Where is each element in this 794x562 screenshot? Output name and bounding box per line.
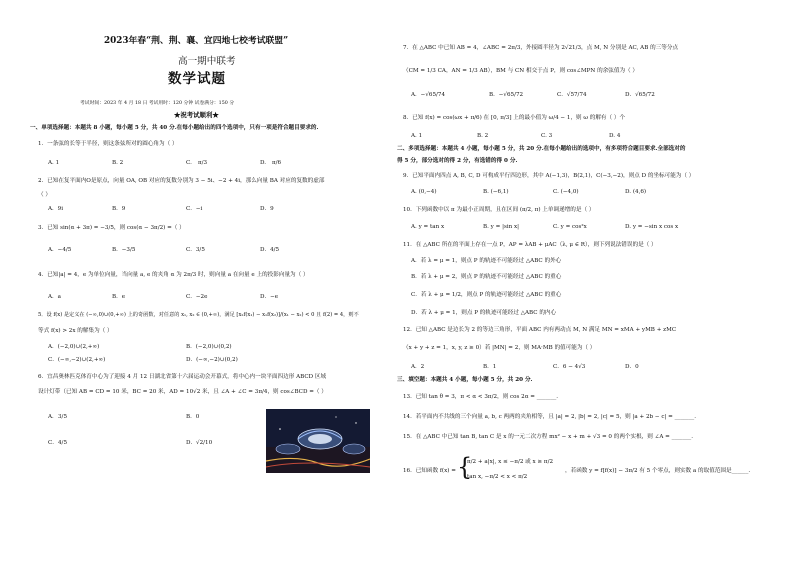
q16-stem-cont: ，若函数 y = f[f(x)] − 3π/2 有 5 个零点，则实数 a 的取值范围是______. [565, 468, 751, 474]
q13-stem: 13．已知 tan θ = 3，π < α < 3π/2，则 cos 2α = _______. [403, 394, 559, 400]
q7-option-d: D．√65/72 [625, 92, 655, 98]
q2-option-c: C．−i [186, 206, 203, 212]
q7-option-a: A．−√65/74 [411, 92, 446, 98]
q6-stem-cont: 设计灯带（已知 AB = CD = 10 米，BC = 20 米，AD = 10√2 米，且 ∠A + ∠C = 3π/4，则 cos∠BCD =（ ） [38, 389, 327, 395]
q7-option-b: B．−√65/72 [489, 92, 524, 98]
q11-option-d: D．若 λ + μ = 1，则点 P 的轨迹可能经过 △ABC 的内心 [411, 310, 557, 316]
q5-stem-cont: 等式 f(x) > 2x 的解集为（ ） [38, 328, 113, 334]
q5-option-d: D．(−∞,−2)∪(0,2) [186, 357, 238, 363]
q8-option-b: B. 2 [477, 133, 489, 139]
q16-brace: { [457, 453, 473, 481]
page-title: 数学试题 [168, 71, 226, 87]
q4-option-c: C．−2e [186, 294, 208, 300]
q9-option-c: C. (−4,0) [553, 189, 579, 195]
q3-option-b: B．−3/5 [112, 247, 136, 253]
q10-option-d: D. y = −sin x cos x [625, 224, 679, 230]
q12-option-d: D．0 [625, 364, 639, 370]
q6-option-a: A． [48, 414, 58, 420]
q12-option-a: A．2 [411, 364, 425, 370]
q7-option-c: C．√57/74 [557, 92, 587, 98]
q10-option-a: A. y = tan x [411, 224, 445, 230]
q2-stem-cont: （ ） [38, 192, 51, 198]
q1-option-d: D. [260, 160, 267, 166]
q1-stem: 1．一条弦的长等于半径，则这条弦所对的圆心角为（ ） [38, 141, 178, 147]
q7-stem: 7．在 △ABC 中已知 AB = 4，∠ABC = 2π/3，外接圆半径为 2√21/3，点 M, N 分别是 AC, AB 的三等分点 [403, 45, 679, 51]
section-1-heading: 一、单项选择题：本题共 8 小题，每小题 5 分，共 40 分.在每小题给出的四个选项中，只有一项是符合题目要求的. [30, 125, 319, 131]
q9-option-d: D. (4,6) [625, 189, 647, 195]
q10-option-b: B. y = |sin x| [483, 224, 520, 230]
exam-info: 考试时间：2023 年 4 月 18 日 考试用时：120 分钟 试卷满分：150 分 [80, 101, 235, 106]
q16-case-1: π/2 + a|x|, x ≤ −π/2 或 x ≥ π/2 [467, 459, 554, 465]
q3-option-d: D．4/5 [260, 247, 280, 253]
q2-option-a: A．9i [48, 206, 63, 212]
q5-option-c: C．(−∞,−2)∪(2,+∞) [48, 357, 106, 363]
q6-option-a-value: 3/5 [58, 414, 68, 420]
q5-option-a: A．(−2,0)∪(2,+∞) [48, 344, 100, 350]
q11-option-b: B．若 λ + μ = 2，则点 P 的轨迹不可能经过 △ABC 的重心 [411, 274, 562, 280]
q1-option-c: C. [186, 160, 192, 166]
q12-option-b: B．1 [483, 364, 497, 370]
q16-stem: 16．已知函数 f(x) = [403, 468, 456, 474]
q8-option-a: A. 1 [411, 133, 423, 139]
q9-stem: 9．已知平面内四点 A, B, C, D 可构成平行四边形，其中 A(−1,3)，B(2,1)，C(−3,−2)，则点 D 的坐标可能为（ ） [403, 173, 695, 179]
q10-option-c: C. y = cos²x [553, 224, 587, 230]
q1-option-d-value: π/6 [272, 160, 282, 166]
q1-option-a: A. 1 [48, 160, 60, 166]
q7-stem-cont: （CM = 1/3 CA，AN = 1/3 AB），BM 与 CN 相交于点 P，则 cos∠MPN 的余弦值为（ ） [403, 68, 639, 74]
q8-stem: 8．已知 f(x) = cos(ωx + π/6) 在 [0, π/3] 上的最小值为 ω/4 − 1，则 ω 的解有（ ）个 [403, 115, 626, 121]
stadium-photo [266, 409, 370, 473]
q6-option-d-value: √2/10 [196, 440, 213, 446]
right-column [397, 0, 794, 562]
q16-case-2: tan x, −π/2 < x < π/2 [467, 474, 528, 480]
q11-stem: 11．在 △ABC 所在的平面上存在一点 P，AP = λAB + μAC（λ, μ ∈ R），则下列说法错误的是（ ） [403, 242, 657, 248]
q9-option-b: B. (−6,1) [483, 189, 509, 195]
q4-option-a: A．a [48, 294, 61, 300]
exam-wish: ★祝考试顺利★ [174, 111, 219, 119]
q5-option-b: B．(−2,0)∪(0,2) [186, 344, 232, 350]
q4-stem: 4．已知|a| = 4，e 为单位向量，当向量 a, e 的夹角 α 为 2π/3 时，则向量 a 在向量 e 上的投影向量为（ ） [38, 272, 309, 278]
q2-option-b: B．9 [112, 206, 126, 212]
q10-stem: 10．下列函数中以 π 为最小正周期，且在区间 (π/2, π) 上单调递增的是（ ） [403, 207, 595, 213]
q14-stem: 14．若平面内不共线的三个向量 a, b, c 两两的夹角相等，且 |a| = 2, |b| = 2, |c| = 5，则 |a + 2b − c| = _______. [403, 414, 696, 420]
q12-option-c: C．6 − 4√3 [553, 364, 586, 370]
section-3-heading: 三、填空题：本题共 4 小题，每小题 5 分，共 20 分. [397, 377, 533, 383]
q6-option-c-value: 4/5 [58, 440, 68, 446]
q8-option-d: D. 4 [609, 133, 621, 139]
q9-option-a: A. (0,−4) [411, 189, 437, 195]
q3-option-a: A．−4/5 [48, 247, 72, 253]
q1-option-c-value: π/3 [198, 160, 208, 166]
q3-stem: 3．已知 sin(α + 3π) = −3/5，则 cos(α − 3π/2) =（ ） [38, 225, 185, 231]
q11-option-a: A．若 λ = μ = 1，则点 P 的轨迹不可能经过 △ABC 的外心 [411, 258, 562, 264]
q4-option-b: B．e [112, 294, 126, 300]
section-2-heading: 二、多项选择题：本题共 4 小题，每小题 5 分，共 20 分.在每小题给出的选项中，有多项符合题目要求.全部选对的 [397, 146, 686, 152]
q3-option-c: C．3/5 [186, 247, 205, 253]
q6-stem: 6．宜昌奥林匹克体育中心为了迎接 4 月 12 日湖北省第十六届运动会开幕式，将中心内一块平面四边形 ABCD 区域 [38, 374, 327, 380]
section-2-heading-cont: 得 5 分，部分选对的得 2 分，有选错的得 0 分. [397, 158, 518, 164]
stadium-illustration [266, 409, 370, 473]
q12-stem-cont: （x + y + z = 1，x, y, z ≥ 0）若 |MN| = 2，则 MA·MB 的值可能为（ ） [403, 345, 596, 351]
q6-option-d: D． [186, 440, 197, 446]
q6-option-c: C． [48, 440, 58, 446]
q2-option-d: D．9 [260, 206, 274, 212]
q8-option-c: C. 3 [541, 133, 553, 139]
alliance-title: 2023年春“荆、荆、襄、宜四地七校考试联盟” [104, 36, 289, 46]
exam-title: 高一期中联考 [178, 56, 236, 67]
q15-stem: 15．在 △ABC 中已知 tan B, tan C 是 x 的一元二次方程 mx² − x + m + √3 = 0 的两个实根，则 ∠A = _______. [403, 434, 694, 440]
q6-option-b: B．0 [186, 414, 200, 420]
q4-option-d: D．−e [260, 294, 279, 300]
q1-option-b: B. 2 [112, 160, 124, 166]
q5-stem: 5．设 f(x) 是定义在 (−∞,0)∪(0,+∞) 上的奇函数，对任意的 x₁, x₂ ∈ (0,+∞)，满足 [x₂f(x₁) − x₁f(x₂)]/(x₁ − x₂) < 0 且 f(2) = 4，则不 [38, 312, 359, 318]
q11-option-c: C．若 λ + μ = 1/2，则点 P 的轨迹可能经过 △ABC 的重心 [411, 292, 562, 298]
q12-stem: 12．已知 △ABC 是边长为 2 的等边三角形，平面 ABC 内有两动点 M, N 满足 MN = xMA + yMB + zMC [403, 327, 677, 333]
q2-stem: 2．已知在复平面内O是原点，向量 OA, OB 对应的复数分别为 3 − 5i、−2 + 4i，那么向量 BA 对应的复数的虚部 [38, 178, 325, 184]
